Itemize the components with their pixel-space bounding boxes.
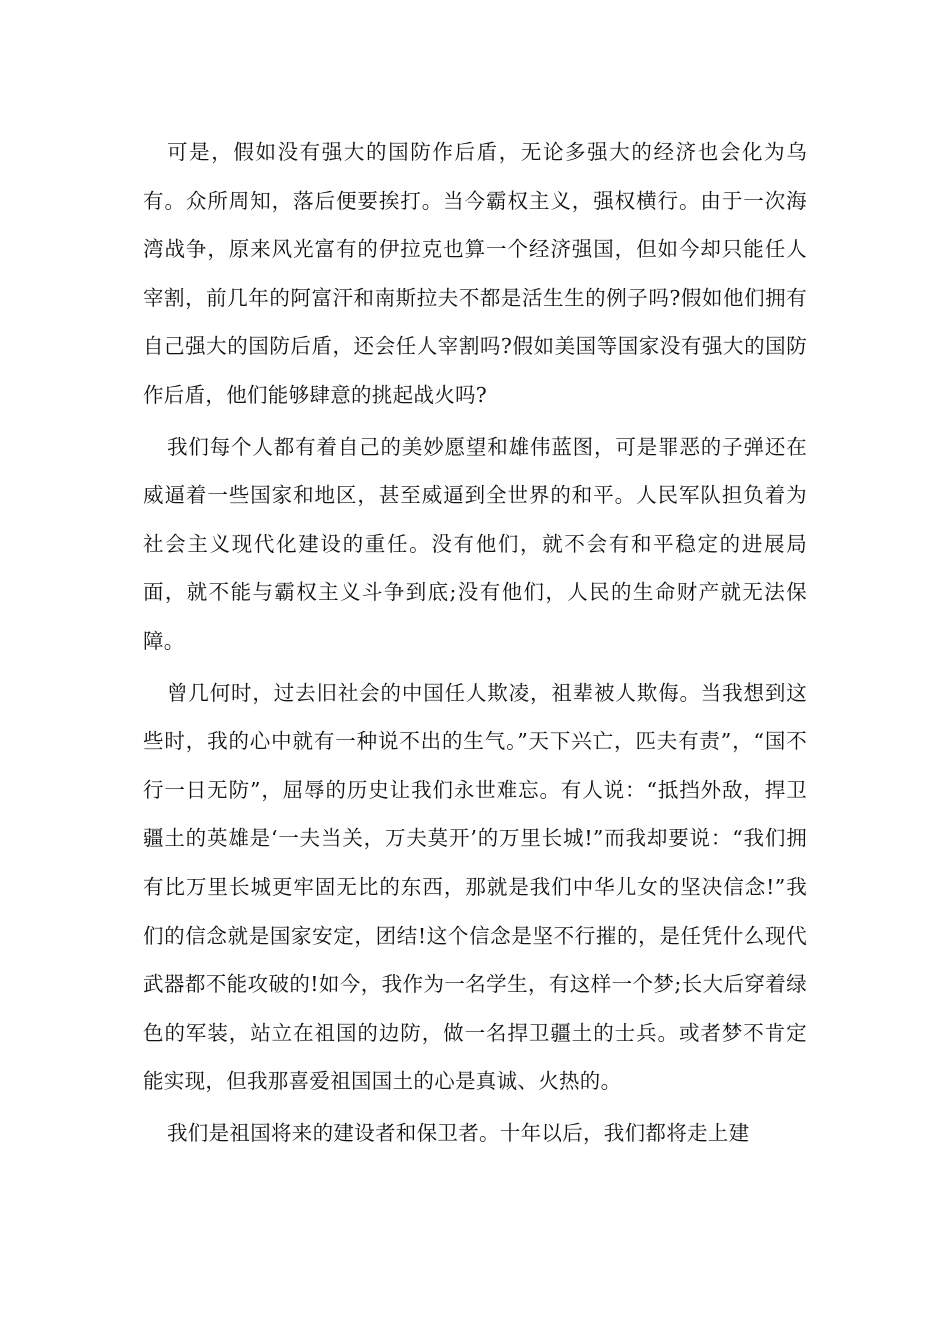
paragraph: 曾几何时，过去旧社会的中国任人欺凌，祖辈被人欺侮。当我想到这些时，我的心中就有一种说不出的生气。”天下兴亡，匹夫有责”，“国不行一日无防”，屈辱的历史让我们永世难忘。有人说：“抵挡外敌，捍卫疆土的英雄是‘一夫当关，万夫莫开’的万里长城!”而我却要说：“我们拥有比万里长城更牢固无比的东西，那就是我们中华儿女的坚决信念!”我们的信念就是国家安定，团结!这个信念是坚不行摧的，是任凭什么现代武器都不能攻破的!如今，我作为一名学生，有这样一个梦;长大后穿着绿色的军装，站立在祖国的边防，做一名捍卫疆土的士兵。或者梦不肯定能实现，但我那喜爱祖国国土的心是真诚、火热的。 xyxy=(143,680,807,1094)
paragraph: 我们每个人都有着自己的美妙愿望和雄伟蓝图，可是罪恶的子弹还在威逼着一些国家和地区，甚至威逼到全世界的和平。人民军队担负着为社会主义现代化建设的重任。没有他们，就不会有和平稳定的进展局面，就不能与霸权主义斗争到底;没有他们，人民的生命财产就无法保障。 xyxy=(143,434,807,653)
paragraph: 我们是祖国将来的建设者和保卫者。十年以后，我们都将走上建 xyxy=(167,1120,750,1145)
document-body xyxy=(143,128,807,1160)
paragraph: 可是，假如没有强大的国防作后盾，无论多强大的经济也会化为乌有。众所周知，落后便要挨打。当今霸权主义，强权横行。由于一次海湾战争，原来风光富有的伊拉克也算一个经济强国，但如今却只能任人宰割，前几年的阿富汗和南斯拉夫不都是活生生的例子吗?假如他们拥有自己强大的国防后盾，还会任人宰割吗?假如美国等国家没有强大的国防作后盾，他们能够肆意的挑起战火吗? xyxy=(143,140,807,407)
